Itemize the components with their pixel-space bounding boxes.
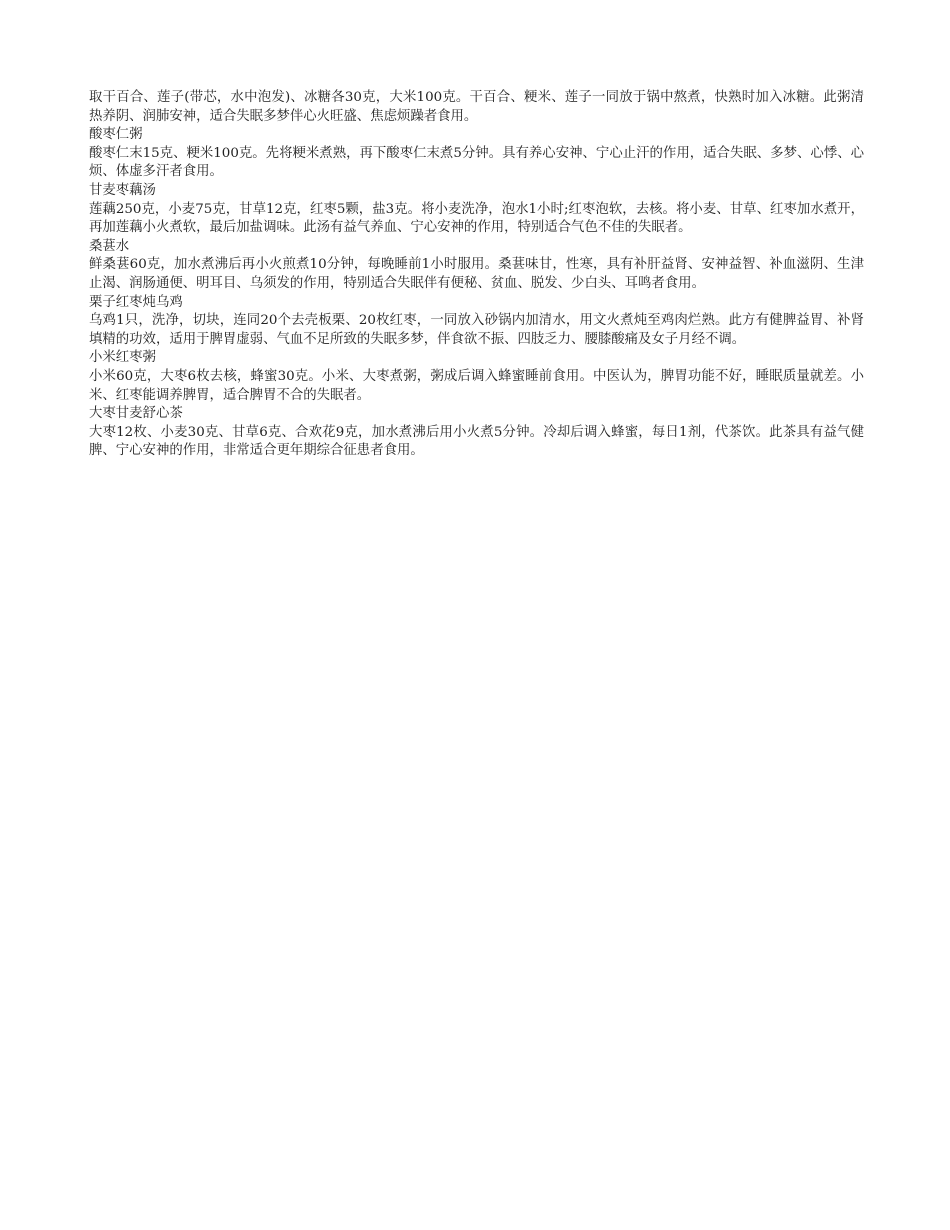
section-body-suanzaoren-porridge: 酸枣仁末15克、粳米100克。先将粳米煮熟，再下酸枣仁末煮5分钟。具有养心安神、宁心止汗的作用，适合失眠、多梦、心悸、心烦、体虚多汗者食用。 [89,145,864,180]
section-body-mulberry-water: 鲜桑葚60克，加水煮沸后再小火煎煮10分钟，每晚睡前1小时服用。桑葚味甘，性寒，具有补肝益肾、安神益智、补血滋阴、生津止渴、润肠通便、明耳目、乌须发的作用，特别适合失眠伴有便秘、贫血、脱发、少白头、耳鸣者食用。 [89,257,864,291]
section-title-jujube-wheat-tea: 大枣甘麦舒心茶 [89,406,183,422]
section-body-chestnut-jujube-chicken: 乌鸡1只，洗净，切块，连同20个去壳板栗、20枚红枣，一同放入砂锅内加清水，用文火煮炖至鸡肉烂熟。此方有健脾益胃、补肾填精的功效，适用于脾胃虚弱、气血不足所致的失眠多梦，伴食欲不振、四肢乏力、腰膝酸痛及女子月经不调。 [89,313,864,347]
section-body-jujube-wheat-tea: 大枣12枚、小麦30克、甘草6克、合欢花9克，加水煮沸后用小火煮5分钟。冷却后调入蜂蜜，每日1剂，代茶饮。此茶具有益气健脾、宁心安神的作用，非常适合更年期综合征患者食用。 [89,424,864,459]
section-title-chestnut-jujube-chicken: 栗子红枣炖乌鸡 [89,294,183,310]
section-body-millet-jujube-porridge: 小米60克，大枣6枚去核，蜂蜜30克。小米、大枣煮粥，粥成后调入蜂蜜睡前食用。中医认为，脾胃功能不好，睡眠质量就差。小米、红枣能调养脾胃，适合脾胃不合的失眠者。 [89,368,864,403]
intro-paragraph: 取干百合、莲子(带芯，水中泡发)、冰糖各30克，大米100克。干百合、粳米、莲子一同放于锅中熬煮，快熟时加入冰糖。此粥清热养阴、润肺安神，适合失眠多梦伴心火旺盛、焦虑烦躁者食用。 [89,90,864,124]
section-title-suanzaoren-porridge: 酸枣仁粥 [89,127,143,143]
section-body-ganmai-zao-ou-soup: 莲藕250克，小麦75克，甘草12克，红枣5颗，盐3克。将小麦洗净，泡水1小时;红枣泡软，去核。将小麦、甘草、红枣加水煮开，再加莲藕小火煮软，最后加盐调味。此汤有益气养血、宁心安神的作用，特别适合气色不佳的失眠者。 [89,201,864,236]
section-title-millet-jujube-porridge: 小米红枣粥 [89,350,156,366]
section-title-ganmai-zao-ou-soup: 甘麦枣藕汤 [89,182,156,198]
document-body [89,89,864,461]
section-title-mulberry-water: 桑葚水 [89,238,130,254]
